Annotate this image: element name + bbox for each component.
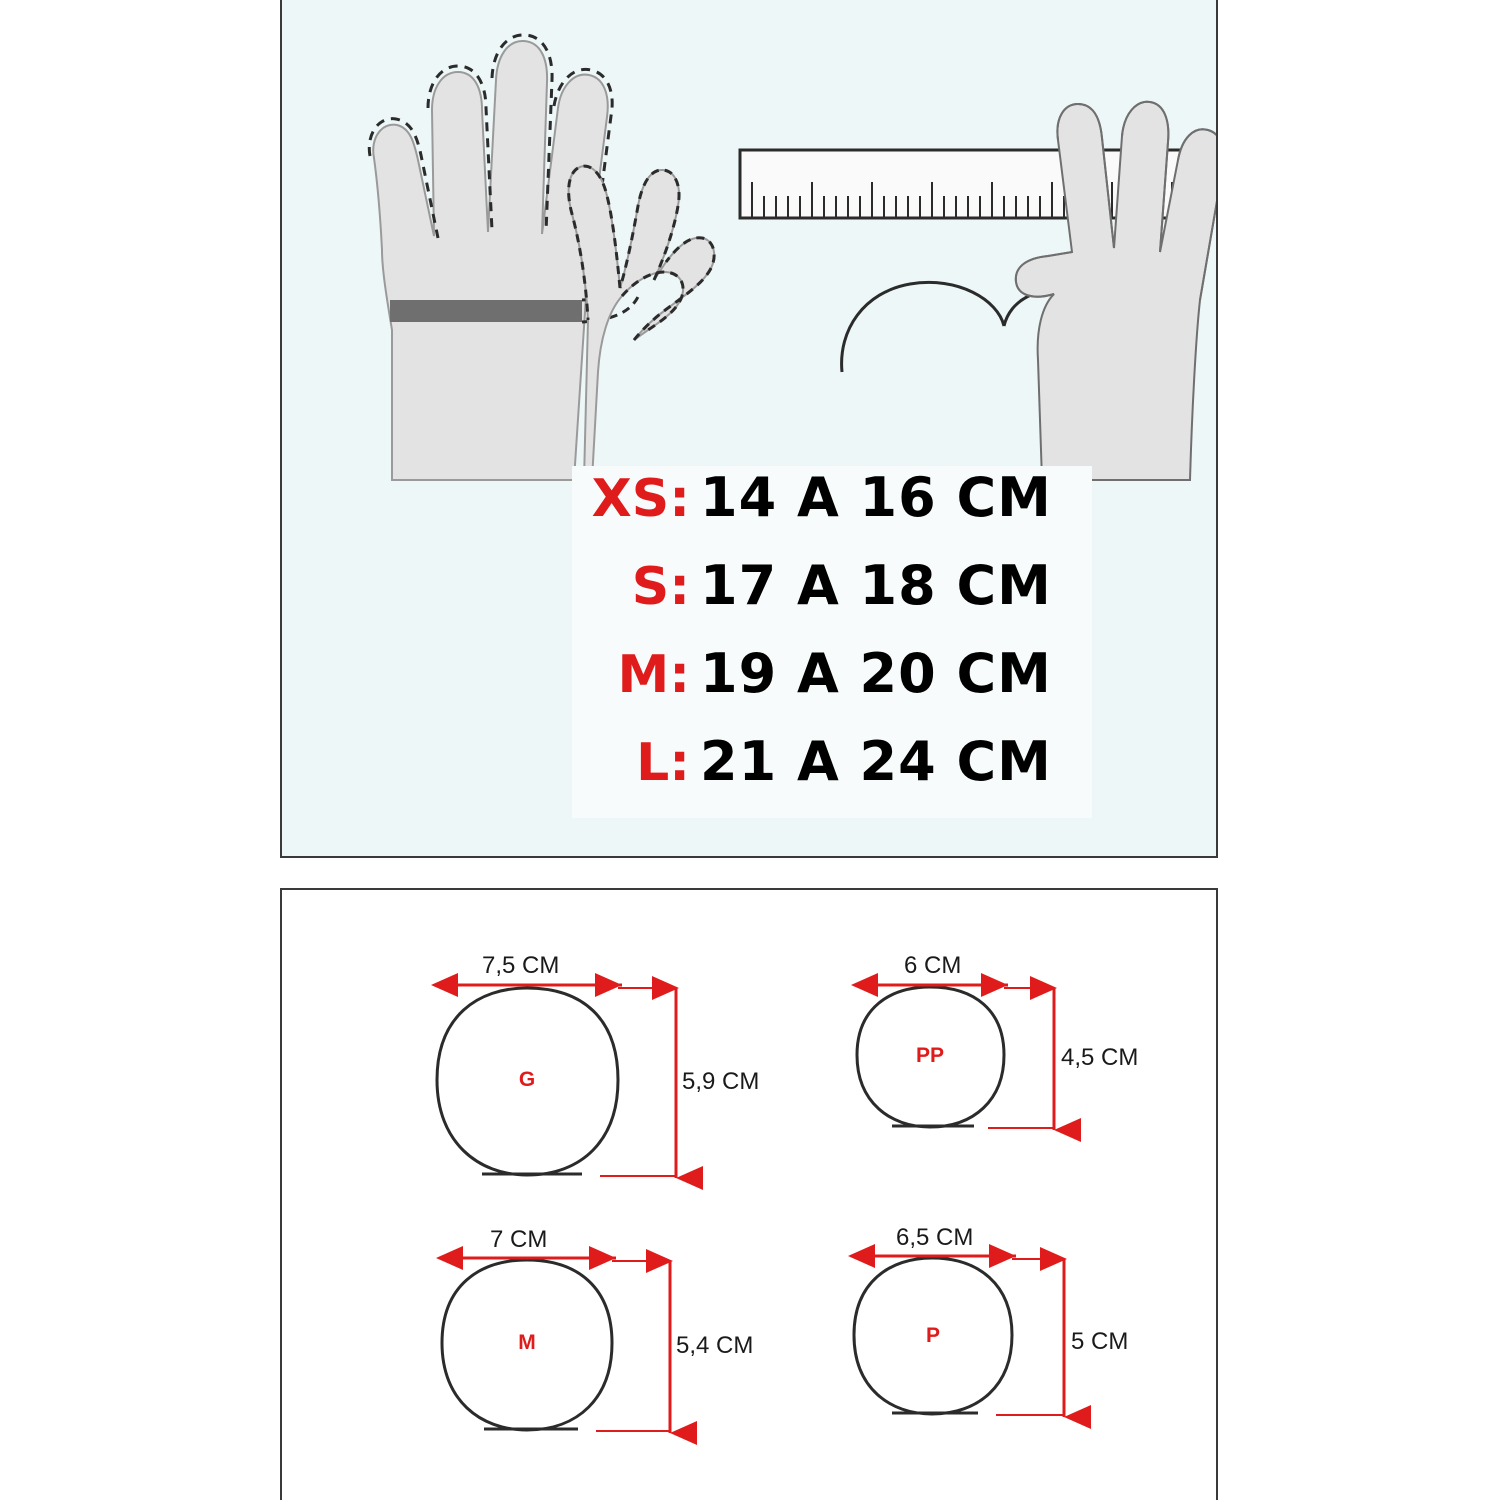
shape-height-g: 5,9 CM — [682, 1068, 760, 1095]
size-range: 21 A 24 CM — [700, 730, 1052, 793]
size-chart-list — [572, 466, 1092, 818]
size-range: 17 A 18 CM — [700, 554, 1052, 617]
size-label: M: — [617, 645, 690, 705]
size-row — [572, 730, 1092, 818]
hand-with-measuring-tape-icon — [369, 35, 714, 480]
shape-dimension-drawings — [282, 890, 1218, 1500]
shape-pp — [854, 985, 1054, 1130]
shape-height-m: 5,4 CM — [676, 1332, 754, 1359]
shape-g — [434, 985, 676, 1178]
size-label: S: — [631, 557, 690, 617]
size-row — [572, 466, 1092, 554]
size-label: L: — [636, 733, 690, 793]
size-row — [572, 642, 1092, 730]
wrist-measurement-panel — [280, 0, 1218, 858]
shape-p — [851, 1256, 1064, 1417]
shape-label-pp: PP — [915, 1044, 945, 1067]
ruler-and-hand-with-string-icon — [740, 102, 1218, 480]
shape-label-p: P — [925, 1324, 941, 1347]
shape-width-pp: 6 CM — [904, 952, 962, 979]
size-row — [572, 554, 1092, 642]
size-range: 19 A 20 CM — [700, 642, 1052, 705]
size-range: 14 A 16 CM — [700, 466, 1052, 529]
shape-width-p: 6,5 CM — [896, 1224, 974, 1251]
shape-label-m: M — [518, 1331, 536, 1354]
size-label: XS: — [591, 469, 690, 529]
shape-height-pp: 4,5 CM — [1061, 1044, 1139, 1071]
shape-m — [439, 1258, 670, 1433]
shape-width-m: 7 CM — [490, 1226, 548, 1253]
shape-height-p: 5 CM — [1071, 1328, 1129, 1355]
shape-label-g: G — [518, 1068, 536, 1091]
shape-dimensions-panel — [280, 888, 1218, 1500]
shape-width-g: 7,5 CM — [482, 952, 560, 979]
